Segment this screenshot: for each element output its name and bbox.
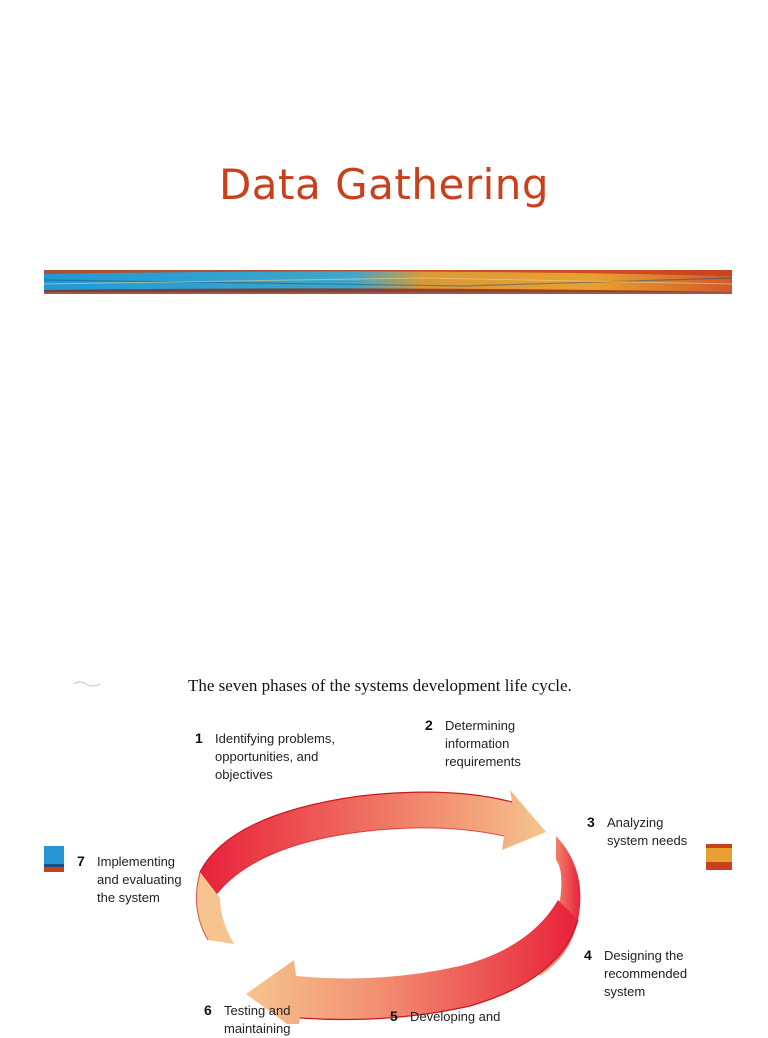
phase-number: 3 bbox=[587, 814, 595, 830]
decorative-divider-stripe bbox=[44, 266, 732, 296]
phase-number: 4 bbox=[584, 947, 592, 963]
bottom-arrow bbox=[246, 900, 578, 1024]
phase-number: 6 bbox=[204, 1002, 212, 1018]
left-stripe-square bbox=[44, 846, 64, 872]
phase-label: Implementing and evaluating the system bbox=[97, 854, 182, 905]
right-stripe-square bbox=[706, 844, 732, 870]
phase-label: Designing the recommended system bbox=[604, 948, 688, 999]
phase-label: Testing and maintaining bbox=[224, 1003, 291, 1036]
scan-artifact-mark bbox=[72, 676, 102, 690]
figure-caption: The seven phases of the systems development life cycle. bbox=[188, 676, 572, 695]
phase-number: 7 bbox=[77, 853, 85, 869]
lifecycle-ring-diagram bbox=[190, 780, 590, 1024]
phase-label: Identifying problems, opportunities, and objectives bbox=[215, 731, 335, 782]
top-arrow bbox=[200, 790, 546, 900]
phase-label: Analyzing system needs bbox=[607, 815, 688, 848]
phase-number: 1 bbox=[195, 730, 203, 746]
phase-number: 5 bbox=[390, 1008, 398, 1024]
phase-label: Developing and bbox=[410, 1009, 501, 1024]
slide-title: Data Gathering bbox=[218, 160, 550, 209]
phase-label: Determining information requirements bbox=[445, 718, 521, 769]
phase-number: 2 bbox=[425, 717, 433, 733]
